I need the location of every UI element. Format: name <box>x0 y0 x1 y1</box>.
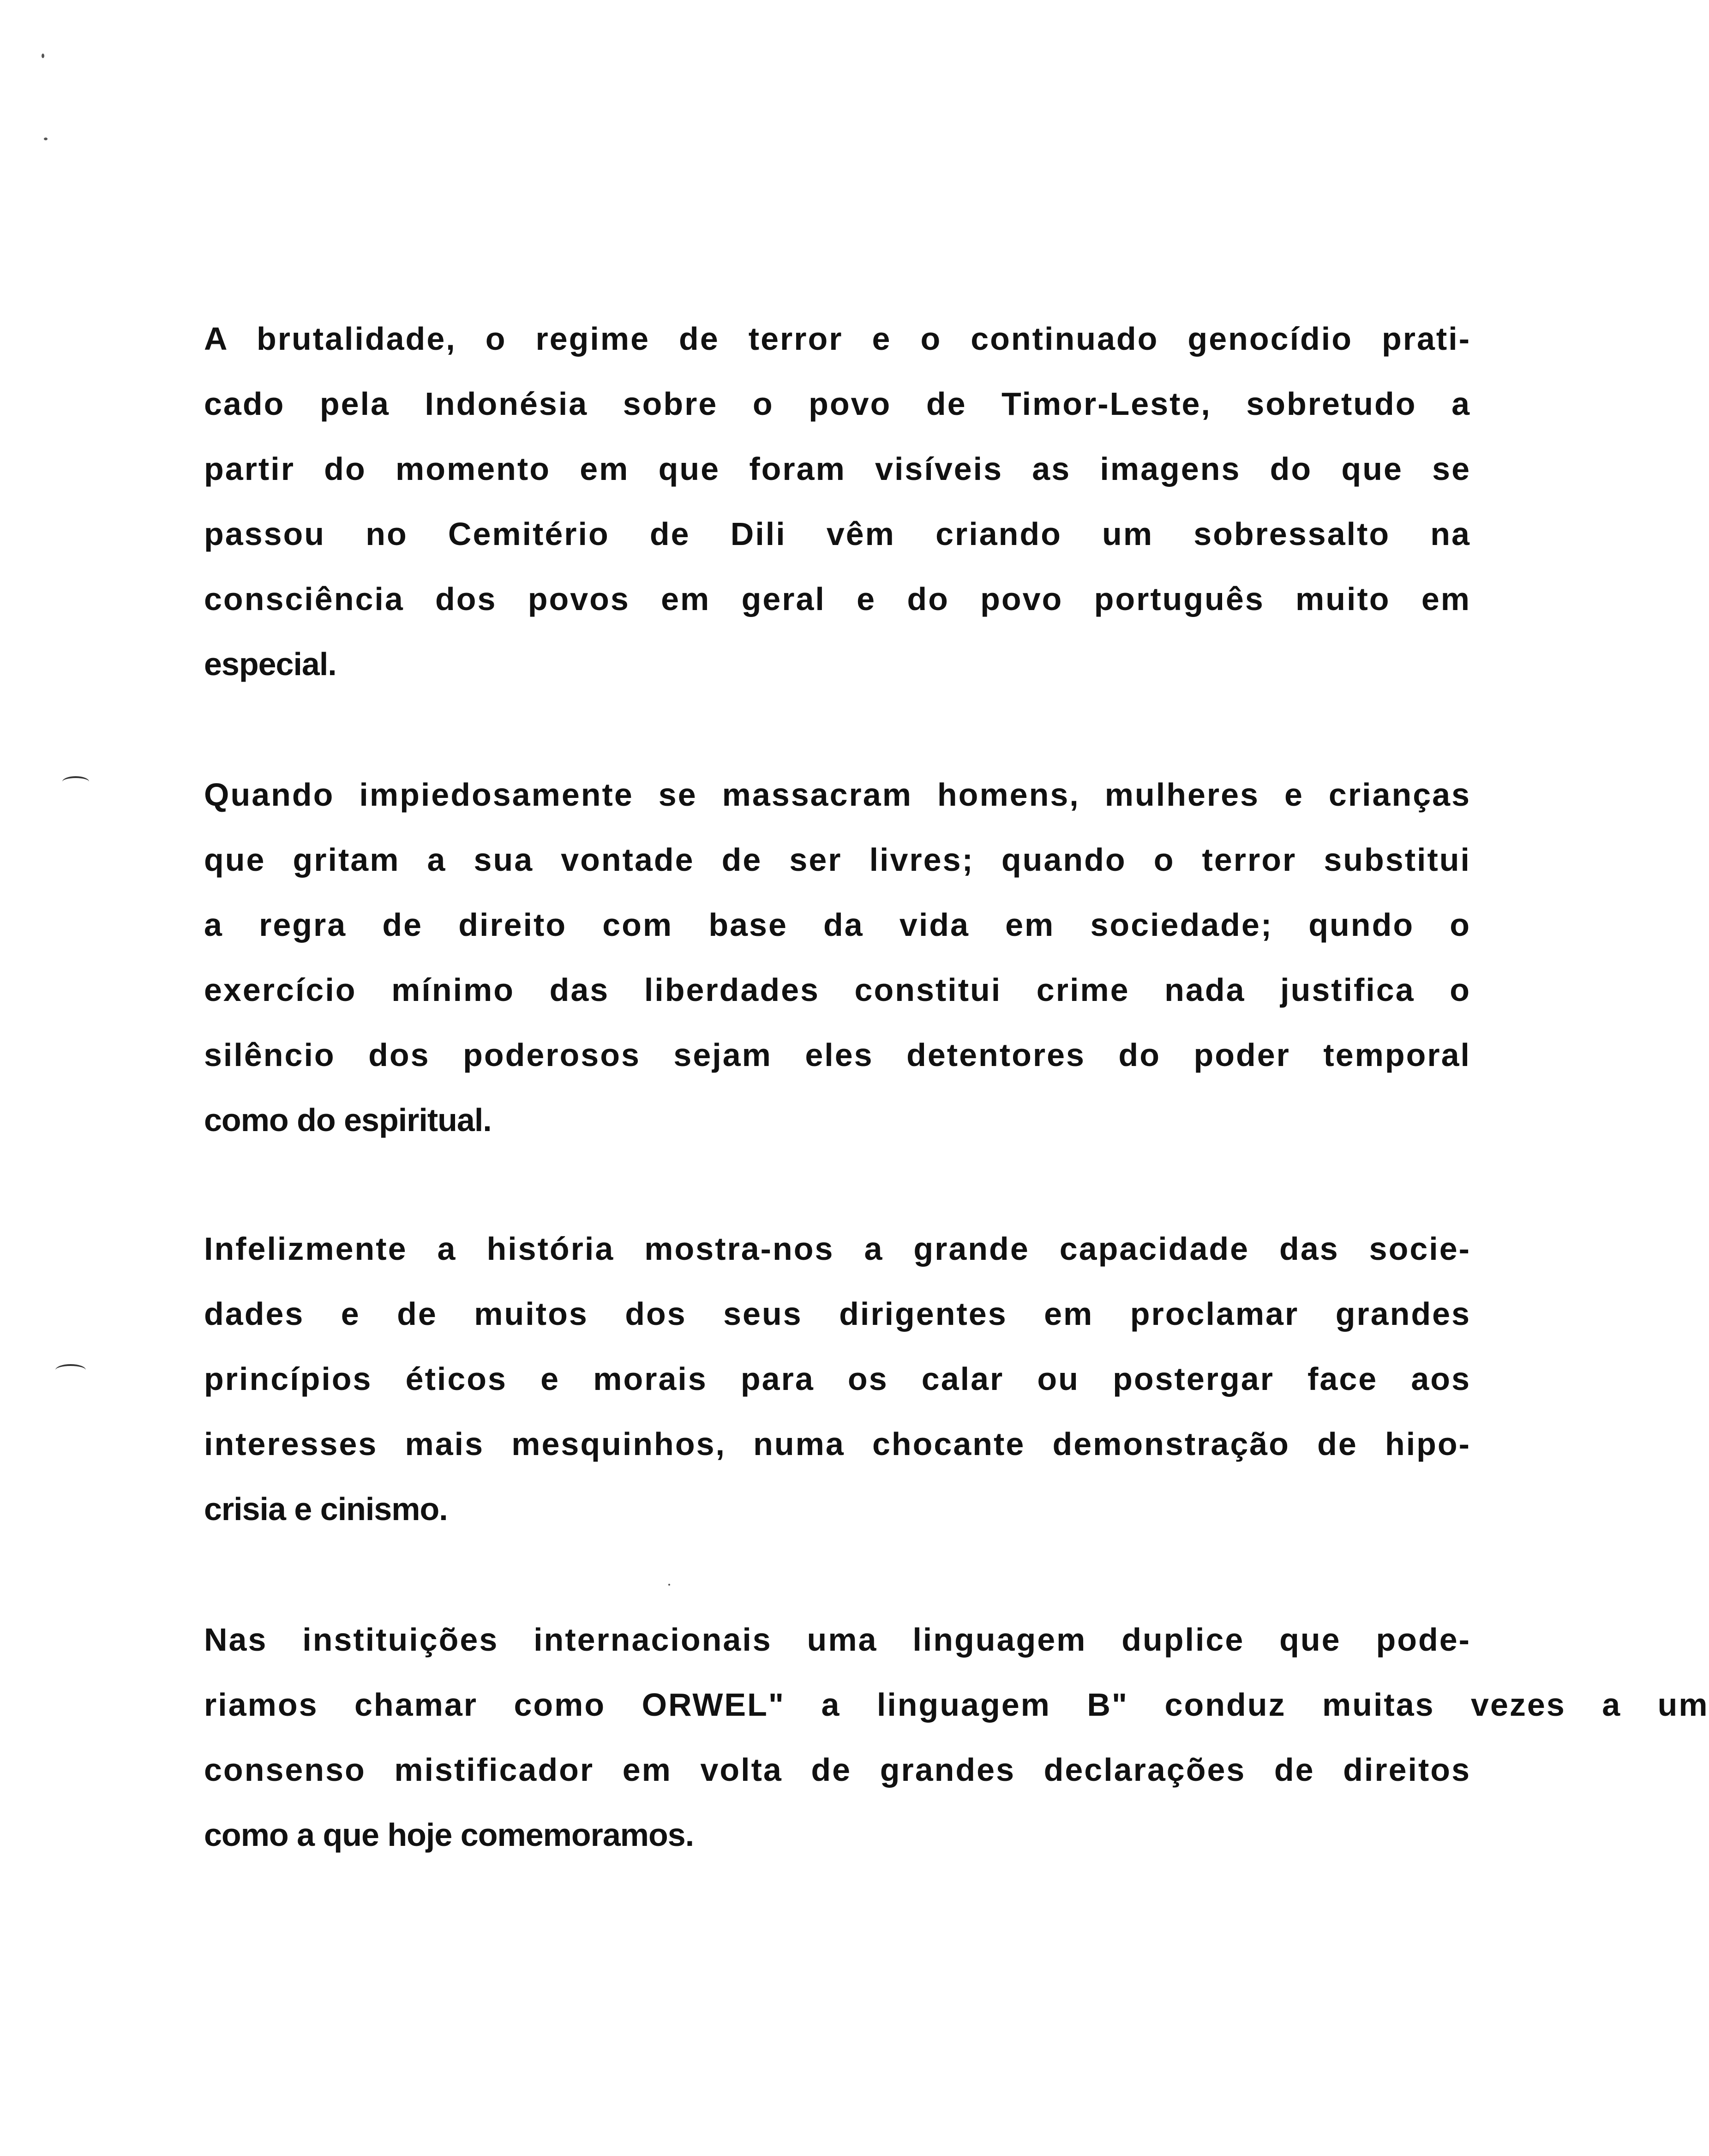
text-line: interesses mais mesquinhos, numa chocante demonstração de hipo- <box>204 1426 1471 1462</box>
margin-mark <box>62 776 89 787</box>
text-line: dades e de muitos dos seus dirigentes em proclamar grandes <box>204 1296 1471 1332</box>
text-line: passou no Cemitério de Dili vêm criando um sobressalto na <box>204 516 1471 552</box>
paragraph-4 <box>204 1607 1709 1868</box>
text-line: como a que hoje comemoramos. <box>204 1817 694 1853</box>
scan-speck <box>668 1584 670 1586</box>
text-line: especial. <box>204 646 336 682</box>
margin-mark <box>55 1364 86 1376</box>
text-line: cado pela Indonésia sobre o povo de Timor-Leste, sobretudo a <box>204 386 1471 422</box>
text-line: que gritam a sua vontade de ser livres; quando o terror substitui <box>204 842 1471 878</box>
text-line: como do espiritual. <box>204 1102 492 1138</box>
text-line: consciência dos povos em geral e do povo português muito em <box>204 581 1471 617</box>
text-line: riamos chamar como ORWEL" a linguagem B" conduz muitas vezes a um <box>204 1687 1709 1723</box>
scan-speck <box>44 138 48 140</box>
text-line: silêncio dos poderosos sejam eles detentores do poder temporal <box>204 1037 1471 1073</box>
scan-speck <box>42 54 44 58</box>
text-line: crisia e cinismo. <box>204 1491 448 1527</box>
text-line: a regra de direito com base da vida em sociedade; qundo o <box>204 907 1471 943</box>
paragraph-1 <box>204 306 1471 697</box>
text-line: consenso mistificador em volta de grandes declarações de direitos <box>204 1752 1471 1788</box>
text-line: Infelizmente a história mostra-nos a grande capacidade das socie- <box>204 1231 1471 1267</box>
text-line: princípios éticos e morais para os calar ou postergar face aos <box>204 1361 1471 1397</box>
paragraph-2 <box>204 762 1471 1153</box>
paragraph-3 <box>204 1216 1471 1542</box>
text-line: A brutalidade, o regime de terror e o continuado genocídio prati- <box>204 321 1471 357</box>
text-line: Nas instituições internacionais uma linguagem duplice que pode- <box>204 1622 1471 1658</box>
text-line: Quando impiedosamente se massacram homens, mulheres e crianças <box>204 777 1471 813</box>
text-line: partir do momento em que foram visíveis as imagens do que se <box>204 451 1471 487</box>
text-line: exercício mínimo das liberdades constitui crime nada justifica o <box>204 972 1471 1008</box>
